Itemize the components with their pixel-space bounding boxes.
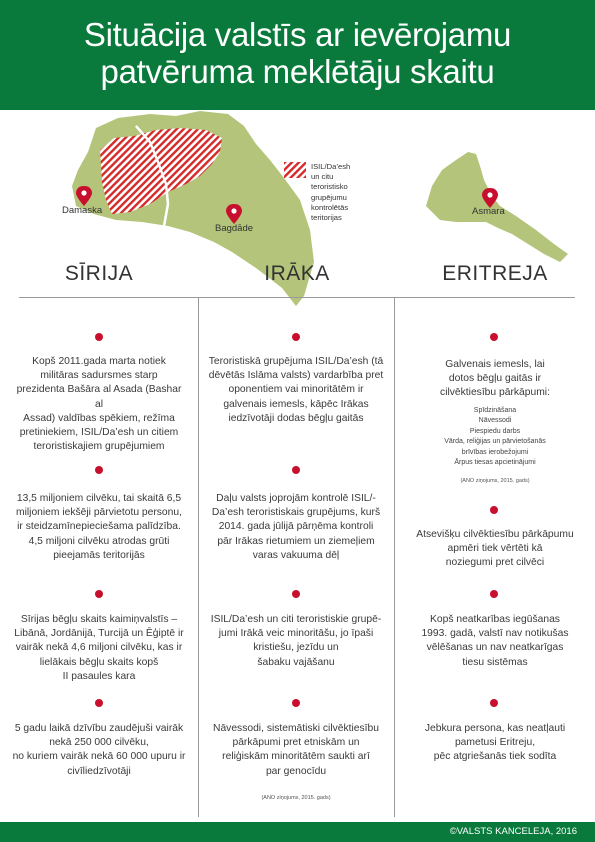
bullet-dot: [292, 333, 300, 341]
bullet-dot: [490, 333, 498, 341]
eritrea-paragraph-4: Jebkura persona, kas neatļauti pametusi Eritreju, pēc atgriešanās tiek sodīta: [424, 723, 566, 763]
syria-paragraph-2: 13,5 miljoniem cilvēku, tai skaitā 6,5 miljoniem iekšēji pārvietotu personu, ir steidzamīnepieciešama palīdzība. 4,5 miljoni cilvēku atrodas grūti pieejamās teritorijās: [16, 493, 182, 561]
eritrea-source-note: (ANO ziņojums, 2015. gads): [460, 478, 530, 484]
iraq-paragraph-2: Daļu valsts joprojām kontrolē ISIL/- Da’esh teroristiskais grupējums, kurš 2014. gada jūlijā pārņēma kontroli pār Irākas rietumiem un ziemeļiem varas vakuuma dēļ: [211, 493, 381, 561]
bullet-dot: [95, 466, 103, 474]
country-heading-syria: SĪRIJA: [64, 262, 134, 285]
bullet-dot: [292, 466, 300, 474]
iraq-source-note: (ANO ziņojums, 2015. gads): [261, 795, 331, 801]
bullet-dot: [95, 699, 103, 707]
heading-divider: [19, 297, 575, 298]
page-header: [0, 0, 595, 110]
syria-paragraph-1: Kopš 2011.gada marta notiek militāras sadursmes starp prezidenta Bašāra al Asada (Bashar al Assad) valdības spēkiem, režīma pretiniekiem, ISIL/Da’esh un citiem teroristiskajiem grupējumiem: [16, 356, 182, 453]
page-footer: [0, 822, 595, 842]
bullet-dot: [490, 590, 498, 598]
iraq-paragraph-1: Teroristiskā grupējuma ISIL/Da’esh (tā dēvētās Islāma valsts) vardarbība pret oponentiem vai minoritātēm ir galvenais iemesls, kāpēc Irākas iedzīvotāji dodas bēgļu gaitās: [208, 356, 384, 424]
page-title-line1: Situācija valstīs ar ievērojamu: [83, 16, 512, 53]
eritrea-paragraph-1: Galvenais iemesls, lai dotos bēgļu gaitās ir cilvēktiesību pārkāpumi:: [440, 359, 550, 399]
bullet-dot: [95, 333, 103, 341]
eritrea-paragraph-3: Kopš neatkarības iegūšanas 1993. gadā, valstī nav notikušas vēlēšanas un nav neatkarīgas tiesu sistēmas: [421, 614, 569, 668]
footer-credit: ©VALSTS KANCELEJA, 2016: [449, 826, 577, 837]
country-heading-iraq: IRĀKA: [264, 262, 330, 285]
page-title-line2: patvēruma meklētāju skaitu: [100, 53, 495, 90]
legend-swatch: [284, 162, 306, 178]
eritrea-violations-list: Spīdzināšana Nāvessodi Piespiedu darbs Vārda, reliģijas un pārvietošanās brīvības ierobežojumi Ārpus tiesas apcietinājumi: [444, 407, 546, 467]
map-legend-label: ISIL/Da’esh un citu teroristisko grupējumu kontrolētās teritorijas: [311, 162, 351, 223]
iraq-paragraph-3: ISIL/Da’esh un citi teroristiskie grupē- jumi Irākā veic minoritāšu, jo īpaši kristiešu, jezīdu un šabaku vajāšanu: [210, 614, 382, 668]
column-divider-2: [394, 298, 395, 817]
bullet-dot: [292, 590, 300, 598]
bullet-dot: [490, 506, 498, 514]
syria-paragraph-3: Sīrijas bēgļu skaits kaimiņvalstīs – Libānā, Jordānijā, Turcijā un Ēģiptē ir vairāk nekā 4,6 miljoni cilvēku, kas ir lielākais bēgļu skaits kopš II pasaules kara: [14, 614, 184, 682]
city-label-damascus: Damaska: [62, 205, 103, 216]
city-label-baghdad: Bagdāde: [215, 223, 254, 234]
bullet-dot: [292, 699, 300, 707]
bullet-dot: [490, 699, 498, 707]
bullet-dot: [95, 590, 103, 598]
eritrea-paragraph-2: Atsevišķu cilvēktiesību pārkāpumu apmēri tiek vērtēti kā noziegumi pret cilvēci: [416, 529, 574, 569]
city-label-asmara: Asmara: [472, 206, 505, 217]
column-divider-1: [198, 298, 199, 817]
syria-paragraph-4: 5 gadu laikā dzīvību zaudējuši vairāk nekā 250 000 cilvēku, no kuriem vairāk nekā 60 000 upuru ir civīliedzīvotāji: [12, 723, 186, 777]
country-heading-eritrea: ERITREJA: [442, 262, 548, 285]
iraq-paragraph-4: Nāvessodi, sistemātiski cilvēktiesību pārkāpumi pret etniskām un reliģiskām minoritātēm saukti arī par genocīdu: [213, 723, 379, 777]
